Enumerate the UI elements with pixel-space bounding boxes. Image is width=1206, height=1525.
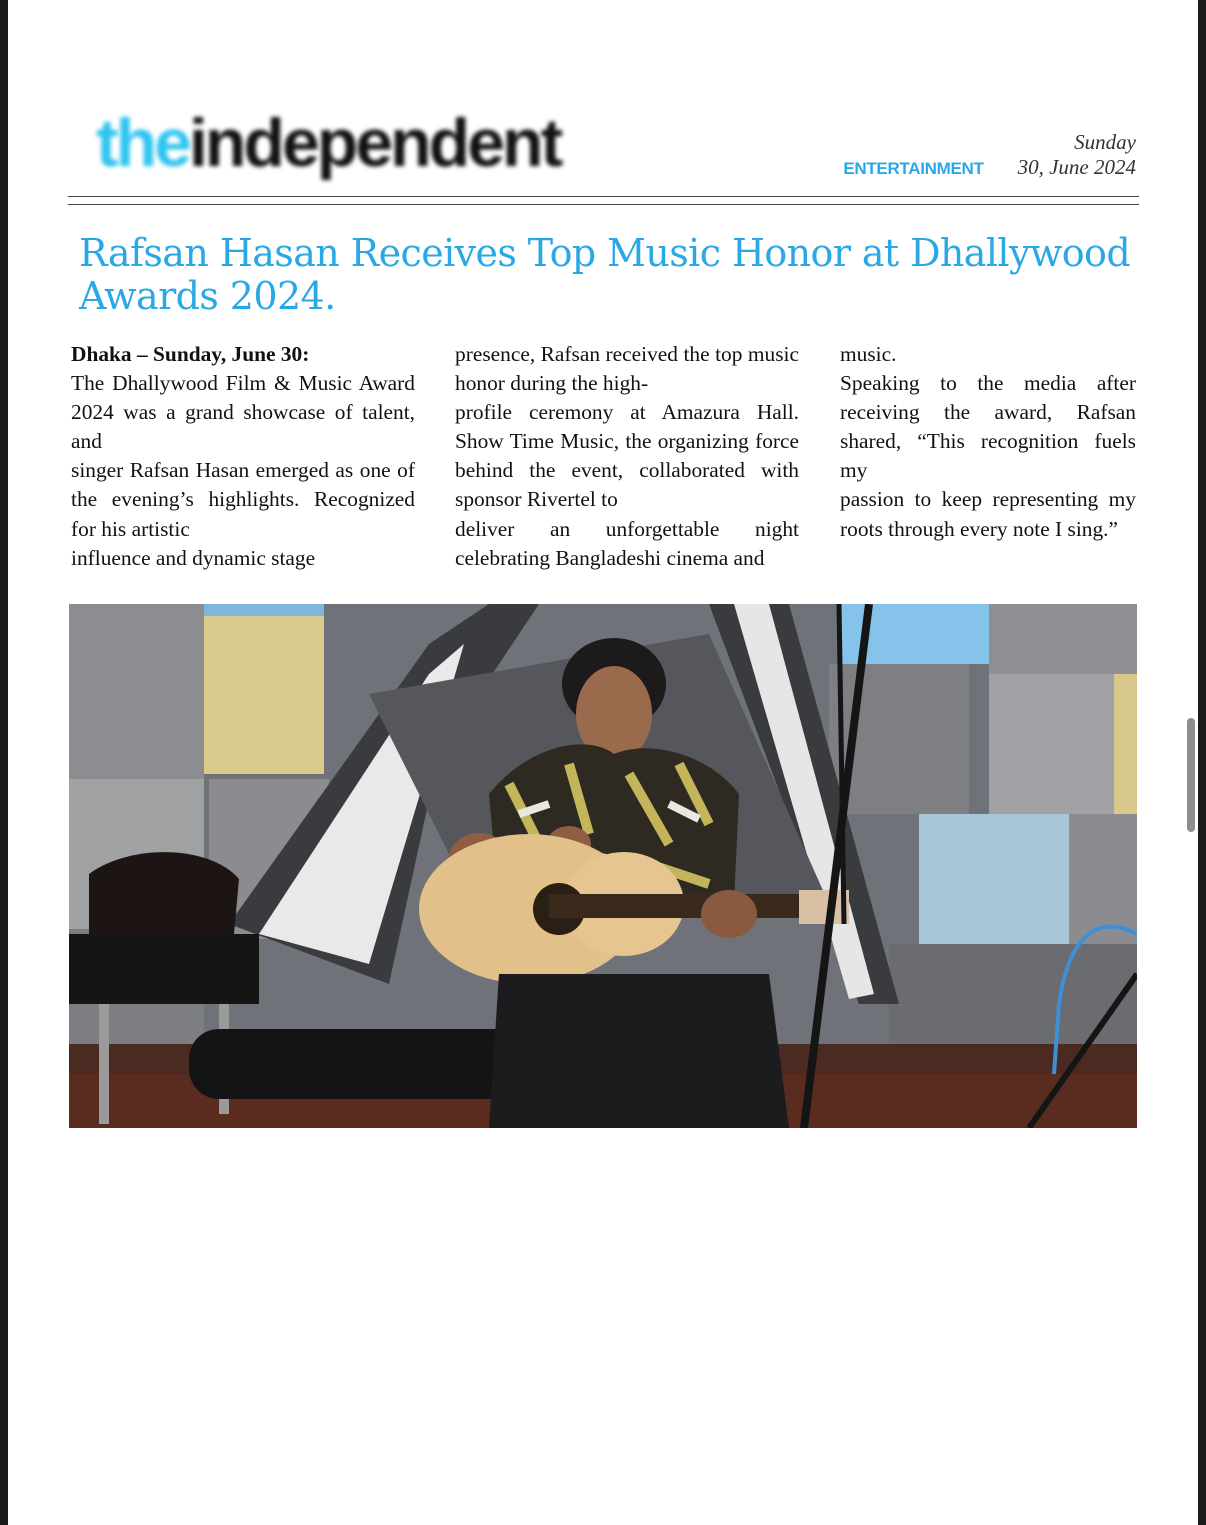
paragraph: influence and dynamic stage [71, 545, 316, 570]
article-column-1 [71, 340, 415, 573]
logo-independent: independent [189, 105, 561, 181]
paragraph: singer Rafsan Hasan emerged as one of the evening’s highlights. Recognized for his artistic [71, 458, 415, 541]
paragraph: presence, Rafsan received the top music honor during the high- [455, 342, 799, 396]
issue-date: 30, June 2024 [1017, 155, 1136, 179]
newspaper-page [8, 0, 1198, 1525]
issue-day: Sunday [1074, 130, 1136, 154]
article-column-3 [840, 340, 1136, 544]
logo-the: the [96, 105, 189, 181]
section-label: ENTERTAINMENT [843, 159, 984, 178]
date-block [843, 130, 1136, 181]
paragraph: passion to keep representing my roots through every note I sing.” [840, 487, 1136, 541]
paragraph: The Dhallywood Film & Music Award 2024 was a grand showcase of talent, and [71, 371, 415, 454]
article-headline: Rafsan Hasan Receives Top Music Honor at Dhallywood Awards 2024. [79, 231, 1131, 318]
paragraph: Speaking to the media after receiving the award, Rafsan shared, “This recognition fuels my [840, 371, 1136, 483]
paragraph: music. [840, 342, 897, 366]
article-dateline: Dhaka – Sunday, June 30: [71, 342, 310, 366]
masthead-rule-top [68, 196, 1139, 197]
article-column-2 [455, 340, 799, 573]
scrollbar-thumb[interactable] [1187, 718, 1195, 832]
paragraph: deliver an unforgettable night celebrating Bangladeshi cinema and [455, 516, 799, 570]
masthead-rule-bottom [68, 204, 1139, 205]
publication-logo [96, 104, 560, 182]
photo-illustration [69, 604, 1137, 1128]
article-photo [69, 604, 1137, 1128]
paragraph: profile ceremony at Amazura Hall. Show Time Music, the organizing force behind the event, collaborated with sponsor Rivertel to [455, 400, 799, 512]
